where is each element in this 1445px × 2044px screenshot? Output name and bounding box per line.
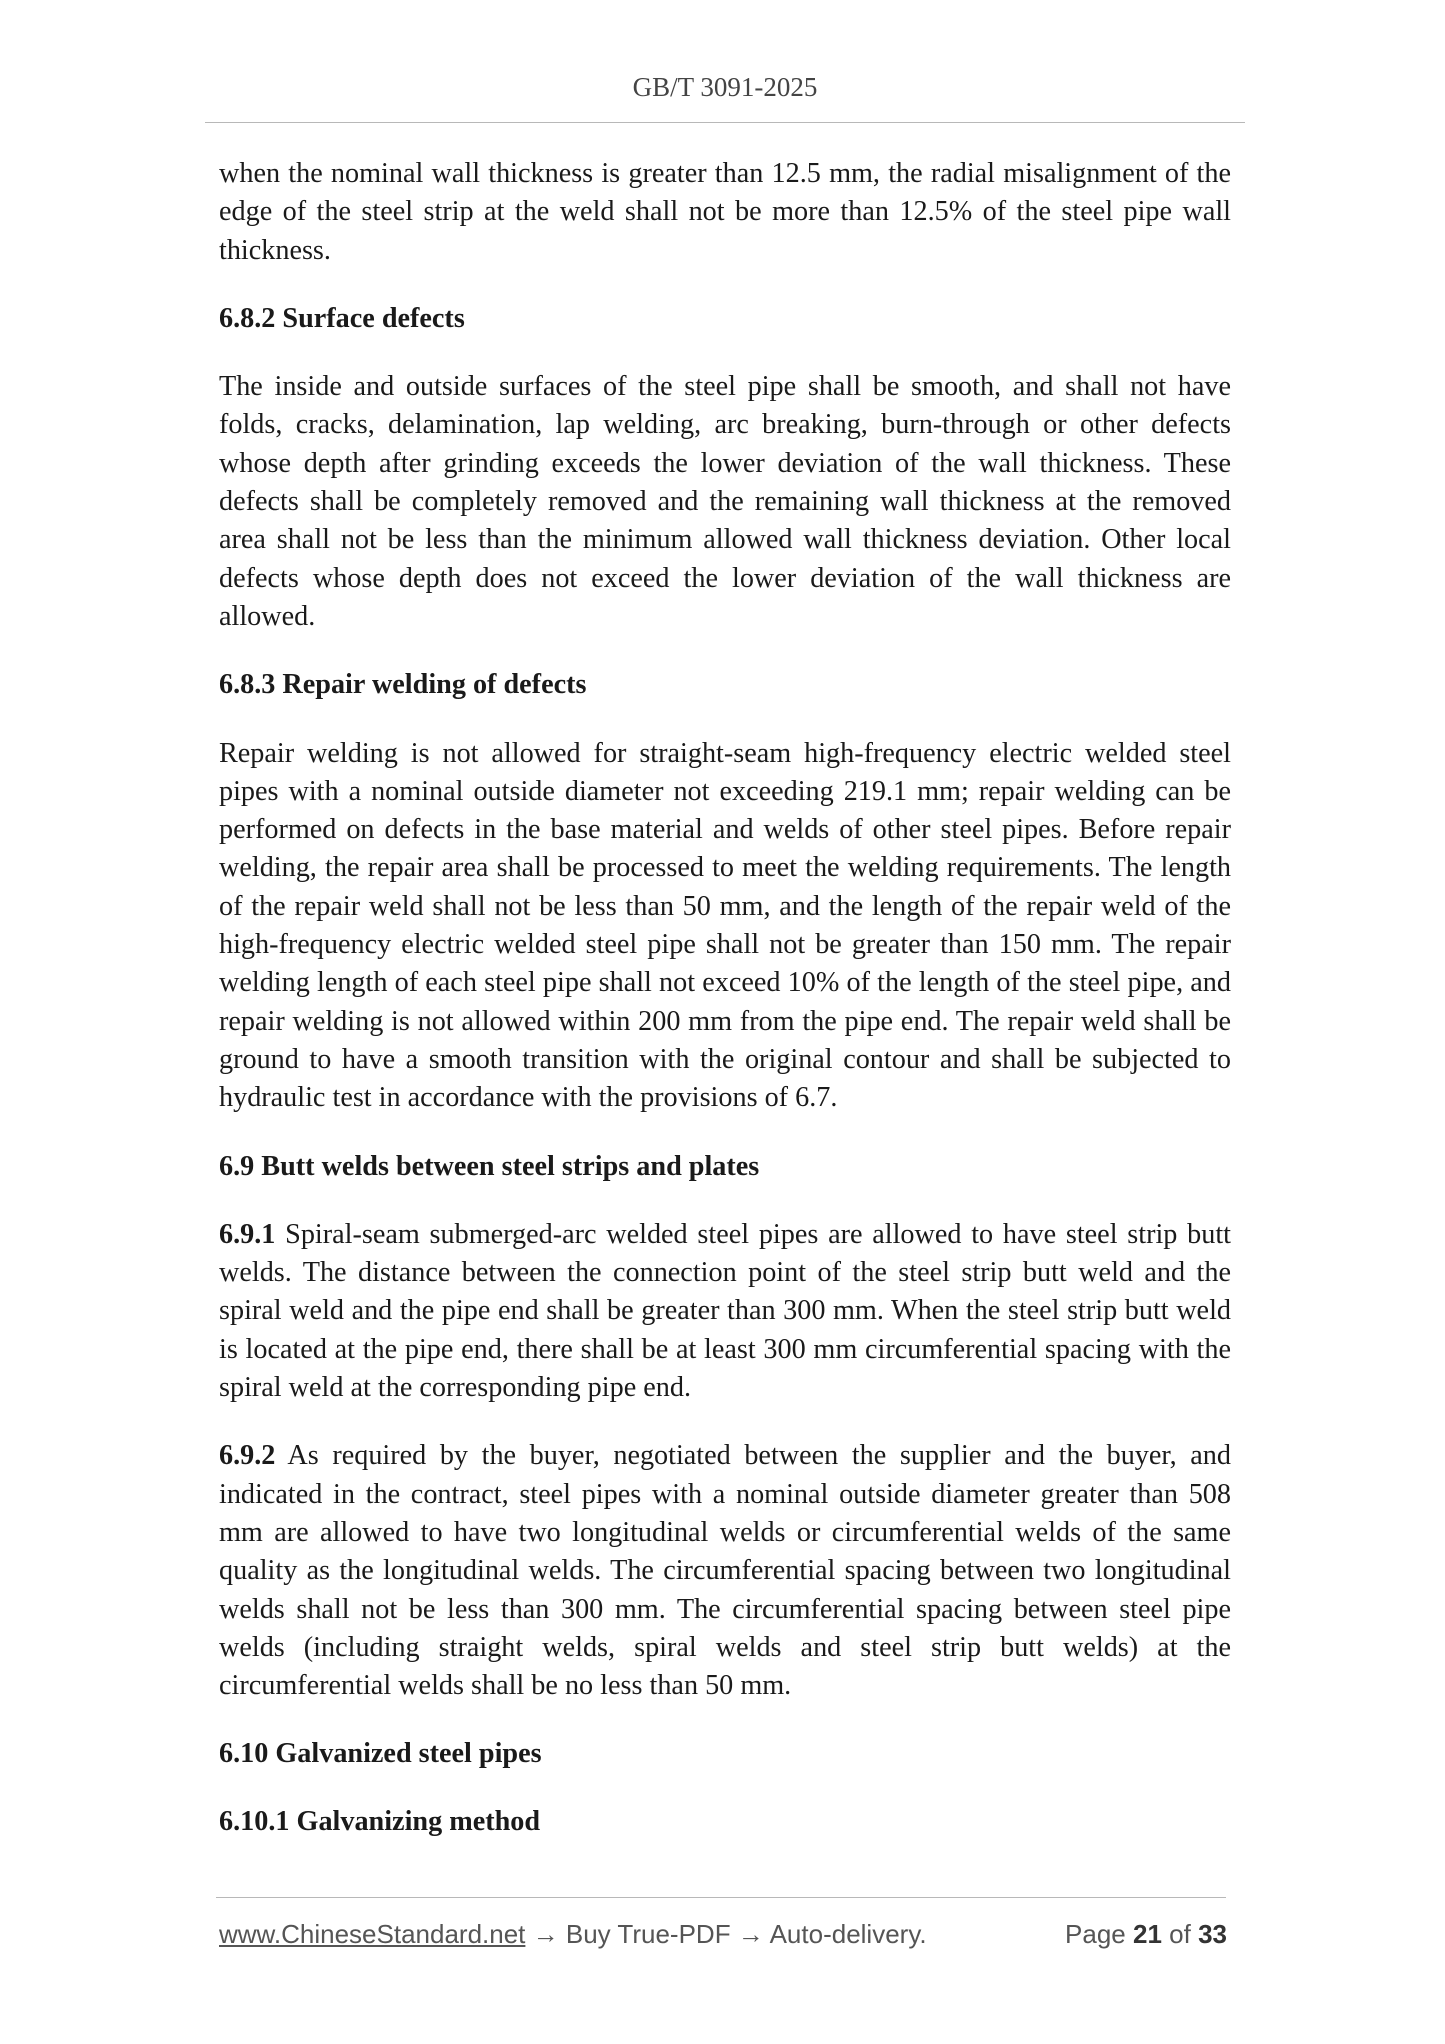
paragraph-6-9-1 xyxy=(219,1216,1231,1407)
website-link[interactable]: www.ChineseStandard.net xyxy=(219,1919,526,1949)
footer-tagline: → Buy True-PDF → Auto-delivery. xyxy=(532,1919,927,1949)
footer-divider xyxy=(216,1897,1226,1898)
clause-number-6-9-1: 6.9.1 xyxy=(219,1218,276,1250)
clause-text-6-9-2: As required by the buyer, negotiated between the supplier and the buyer, and indicated in the contract, steel pipes with a nominal outside diameter greater than 508 mm are allowed to have two longitudinal welds or circumferential welds of the same quality as the longitudinal welds. The circumferential spacing between two longitudinal welds shall not be less than 300 mm. The circumferential spacing between steel pipe welds (including straight welds, spiral welds and steel strip butt welds) at the circumferential welds shall be no less than 50 mm. xyxy=(219,1440,1231,1702)
paragraph-6-8-2: The inside and outside surfaces of the steel pipe shall be smooth, and shall not have folds, cracks, delamination, lap welding, arc breaking, burn-through or other defects whose depth after grinding exceeds the lower deviation of the wall thickness. These defects shall be completely removed and the remaining wall thickness at the removed area shall not be less than the minimum allowed wall thickness deviation. Other local defects whose depth does not exceed the lower deviation of the wall thickness are allowed. xyxy=(219,371,1231,632)
page-current: 21 xyxy=(1133,1919,1162,1949)
paragraph-continued: when the nominal wall thickness is greater than 12.5 mm, the radial misalignment of the edge of the steel strip at the weld shall not be more than 12.5% of the steel pipe wall thickness. xyxy=(219,158,1231,266)
page-total: 33 xyxy=(1198,1919,1227,1949)
header-divider xyxy=(205,122,1245,123)
document-body xyxy=(219,155,1231,1841)
heading-6-8-3: 6.8.3 Repair welding of defects xyxy=(219,669,587,701)
heading-6-9: 6.9 Butt welds between steel strips and plates xyxy=(219,1150,760,1182)
clause-number-6-9-2: 6.9.2 xyxy=(219,1440,276,1472)
page-header-title: GB/T 3091-2025 xyxy=(632,72,818,102)
heading-6-10: 6.10 Galvanized steel pipes xyxy=(219,1738,542,1770)
page-footer xyxy=(219,1919,1227,1950)
page-of: of xyxy=(1169,1919,1191,1949)
page-indicator xyxy=(1065,1919,1227,1950)
paragraph-6-8-3: Repair welding is not allowed for straight-seam high-frequency electric welded steel pipes with a nominal outside diameter not exceeding 219.1 mm; repair welding can be performed on defects in the base material and welds of other steel pipes. Before repair welding, the repair area shall be processed to meet the welding requirements. The length of the repair weld shall not be less than 50 mm, and the length of the repair weld of the high-frequency electric welded steel pipe shall not be greater than 150 mm. The repair welding length of each steel pipe shall not exceed 10% of the length of the steel pipe, and repair welding is not allowed within 200 mm from the pipe end. The repair weld shall be ground to have a smooth transition with the original contour and shall be subjected to hydraulic test in accordance with the provisions of 6.7. xyxy=(219,737,1231,1114)
paragraph-6-9-2 xyxy=(219,1437,1231,1705)
clause-text-6-9-1: Spiral-seam submerged-arc welded steel pipes are allowed to have steel strip butt welds. The distance between the connection point of the steel strip butt weld and the spiral weld and the pipe end shall be greater than 300 mm. When the steel strip butt weld is located at the pipe end, there shall be at least 300 mm circumferential spacing with the spiral weld at the corresponding pipe end. xyxy=(219,1218,1231,1404)
heading-6-8-2: 6.8.2 Surface defects xyxy=(219,302,465,334)
page-label: Page xyxy=(1065,1919,1126,1949)
heading-6-10-1: 6.10.1 Galvanizing method xyxy=(219,1805,541,1837)
footer-left xyxy=(219,1919,927,1950)
